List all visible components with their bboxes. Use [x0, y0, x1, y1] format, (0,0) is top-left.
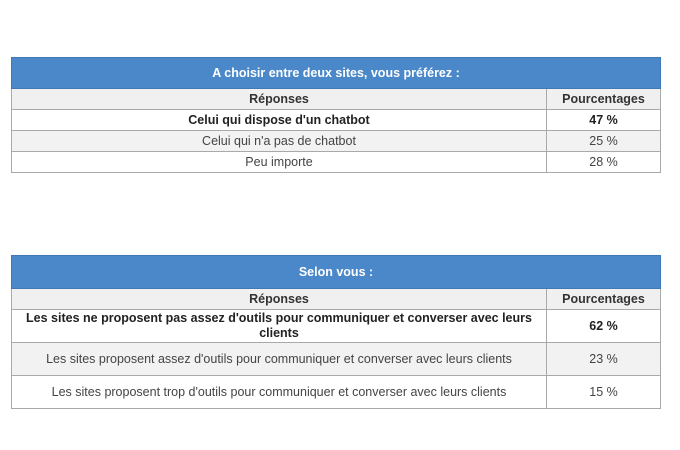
table-row: [12, 110, 661, 131]
percent-cell: 47 %: [547, 110, 661, 131]
response-cell: Les sites ne proposent pas assez d'outils pour communiquer et converser avec leurs clients: [12, 310, 547, 343]
response-cell: Les sites proposent assez d'outils pour communiquer et converser avec leurs clients: [12, 343, 547, 376]
percent-cell: 25 %: [547, 131, 661, 152]
preference-table: [11, 57, 661, 173]
percent-cell: 23 %: [547, 343, 661, 376]
response-cell: Peu importe: [12, 152, 547, 173]
percent-cell: 15 %: [547, 376, 661, 409]
table-row: [12, 152, 661, 173]
opinion-table: [11, 255, 661, 409]
table-row: [12, 310, 661, 343]
percent-cell: 28 %: [547, 152, 661, 173]
column-header-responses: Réponses: [12, 89, 547, 110]
response-cell: Les sites proposent trop d'outils pour communiquer et converser avec leurs clients: [12, 376, 547, 409]
table-title-row: [12, 58, 661, 89]
percent-cell: 62 %: [547, 310, 661, 343]
column-header-responses: Réponses: [12, 289, 547, 310]
column-header-percent: Pourcentages: [547, 89, 661, 110]
table-header-row: [12, 289, 661, 310]
table-row: [12, 376, 661, 409]
response-cell: Celui qui n'a pas de chatbot: [12, 131, 547, 152]
table-row: [12, 131, 661, 152]
table-row: [12, 343, 661, 376]
table-header-row: [12, 89, 661, 110]
response-cell: Celui qui dispose d'un chatbot: [12, 110, 547, 131]
table-title: Selon vous :: [12, 256, 661, 289]
column-header-percent: Pourcentages: [547, 289, 661, 310]
table-title-row: [12, 256, 661, 289]
table-title: A choisir entre deux sites, vous préférez :: [12, 58, 661, 89]
